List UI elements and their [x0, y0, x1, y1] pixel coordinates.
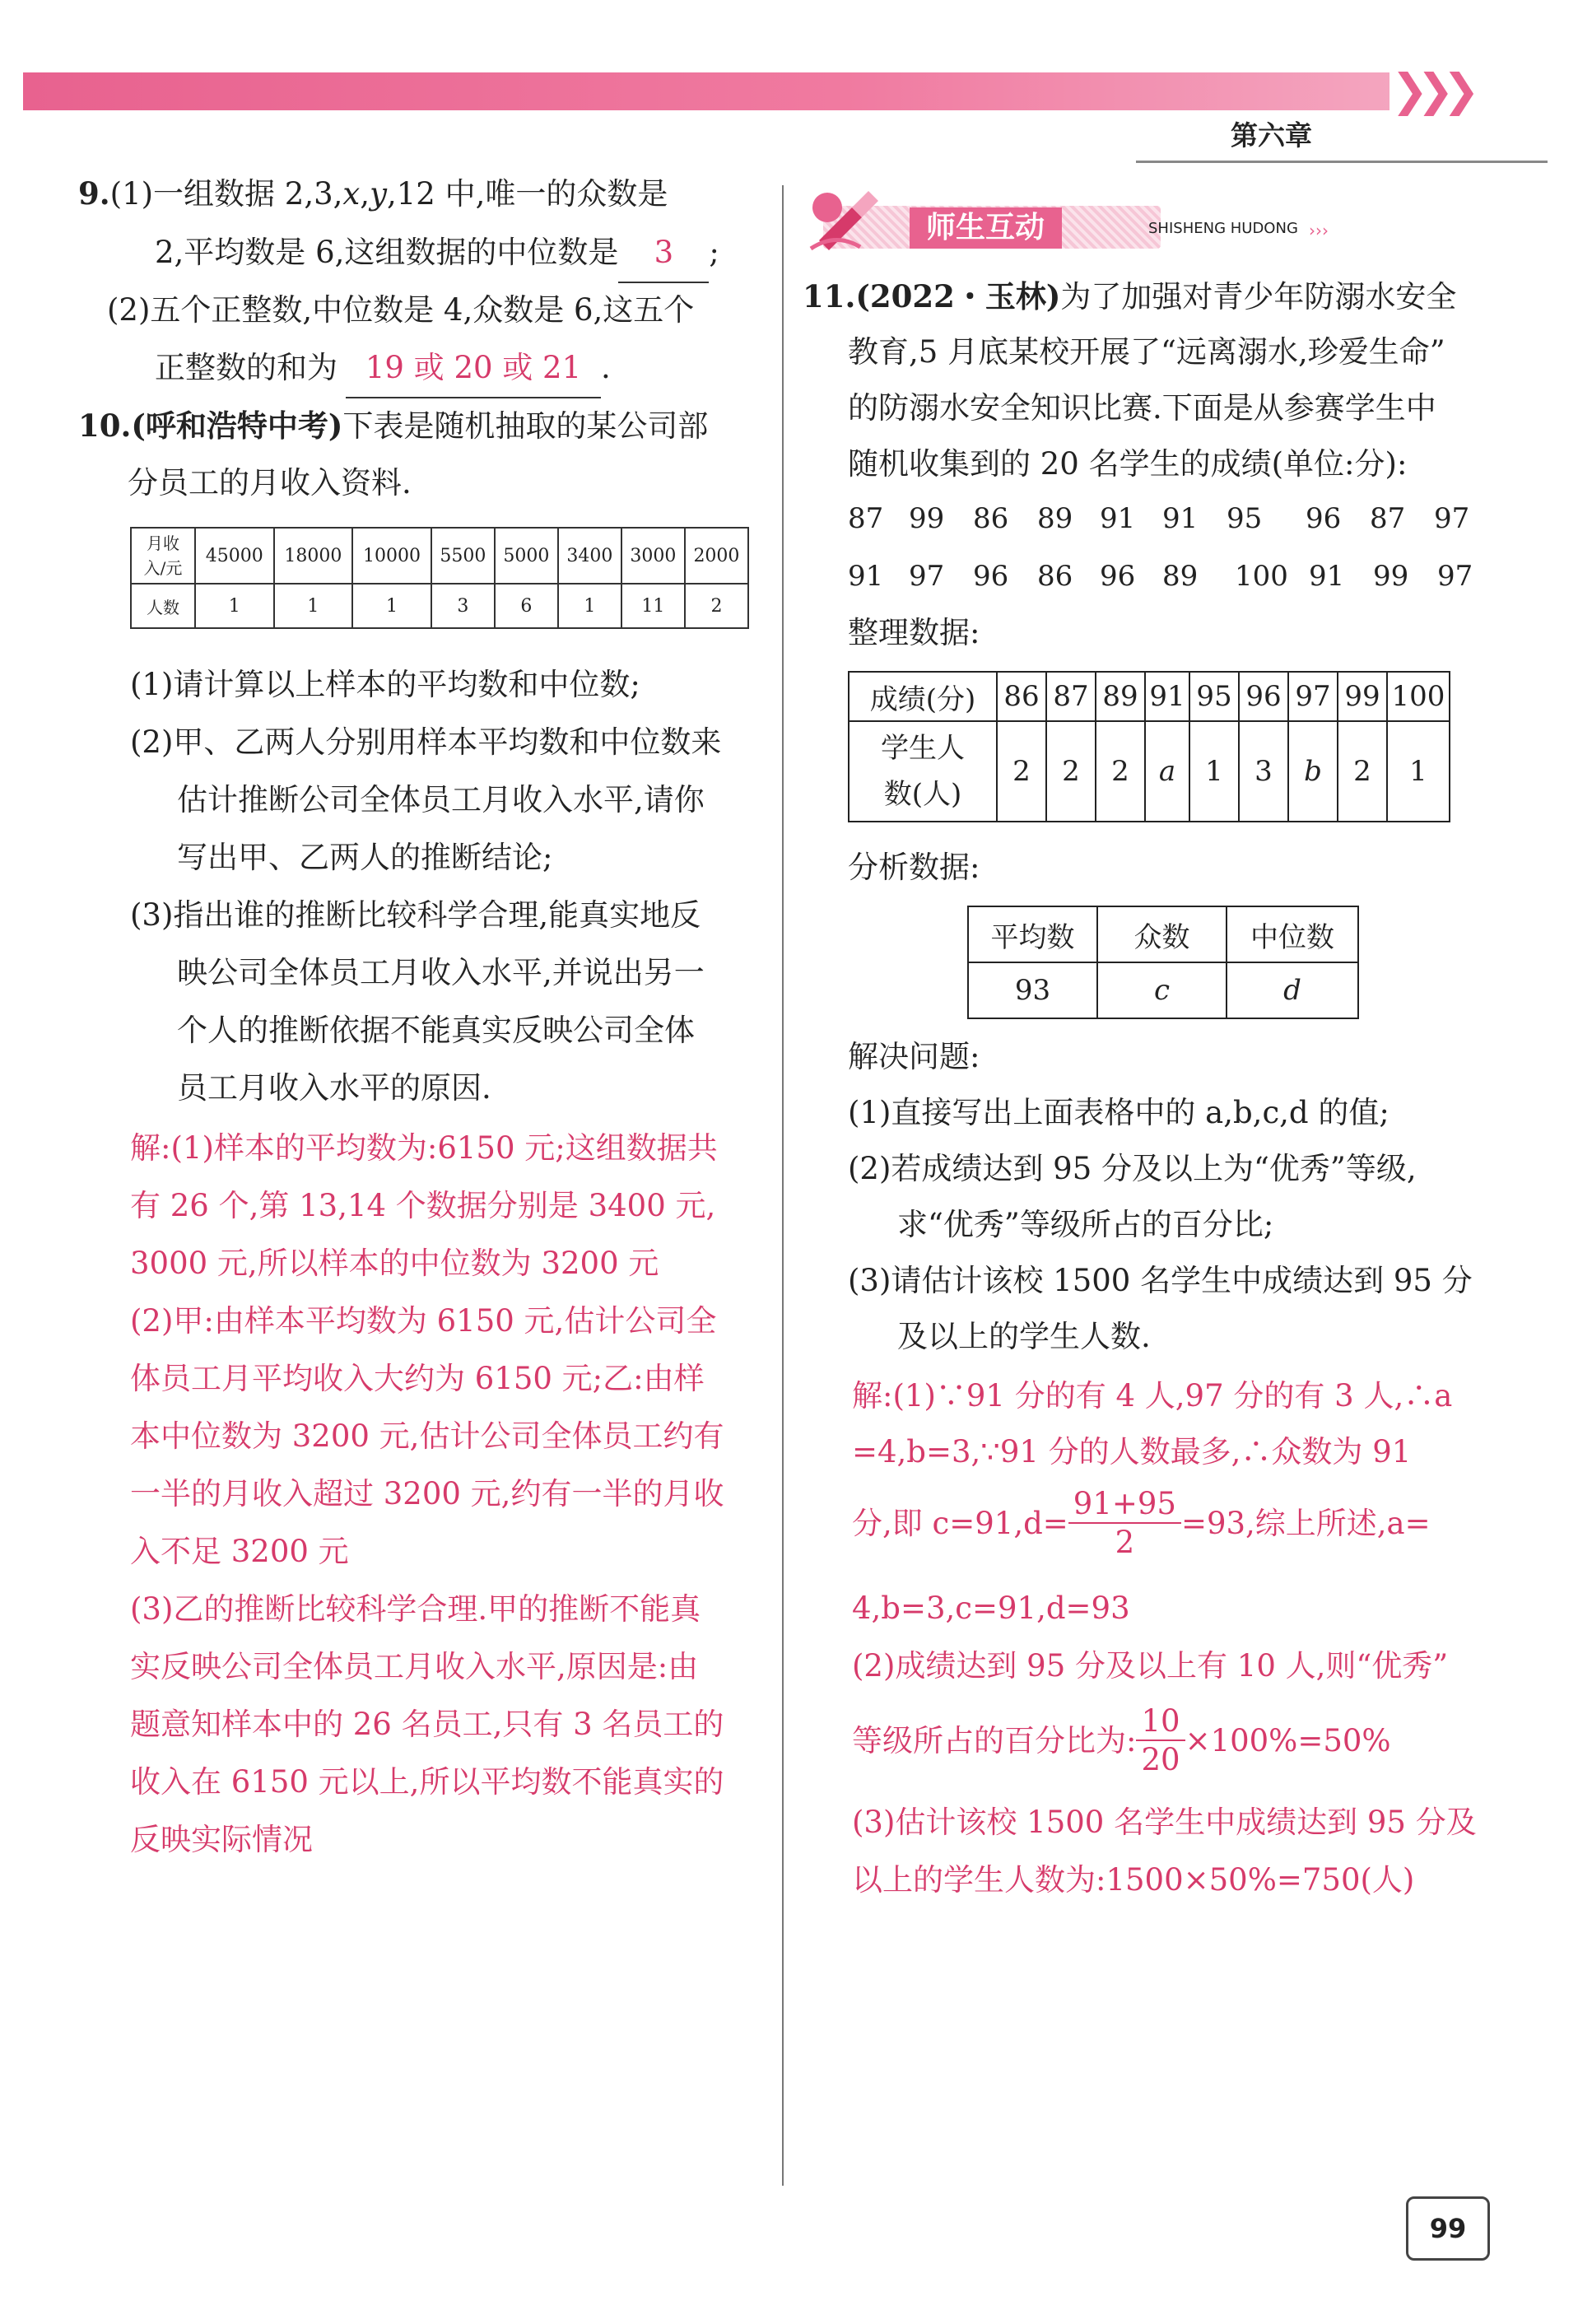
q10-income-table [130, 527, 749, 629]
q11-solution-line: 分,即 c=91,d= $\frac{91+95}{2}$ =93,综上所述,a= [852, 1486, 1431, 1560]
q9-line3: (2)五个正整数,中位数是 4,众数是 6,这五个 [107, 292, 695, 328]
table-row: 93 c d [968, 962, 1358, 1018]
q10-solution-line: 3000 元,所以样本的中位数为 3200 元 [130, 1246, 659, 1281]
q10-sub3-4: 员工月收入水平的原因. [177, 1070, 491, 1106]
q11-solution-line: (3)估计该校 1500 名学生中成绩达到 95 分及 [852, 1805, 1477, 1840]
q10-line2: 分员工的月收入资料. [128, 465, 412, 501]
q11-line1: 11.(2022・玉林)为了加强对青少年防溺水安全 [803, 278, 1457, 314]
q10-solution-line: 反映实际情况 [130, 1822, 313, 1857]
fraction: $\frac{91+95}{2}$ [1068, 1488, 1181, 1558]
pen-icon [803, 183, 885, 257]
q11-solve-label: 解决问题: [848, 1039, 980, 1074]
table-row: 月收 入/元 45000 18000 10000 5500 5000 3400 3000 2000 [131, 528, 748, 584]
q10-sub3-3: 个人的推断依据不能真实反映公司全体 [177, 1013, 695, 1048]
table-row: 学生人 数(人) 2 2 2 a 1 3 b 2 1 [849, 721, 1450, 822]
q10-sub3-2: 映公司全体员工月收入水平,并说出另一 [177, 955, 705, 990]
q10-solution-line: 本中位数为 3200 元,估计公司全体员工约有 [130, 1418, 724, 1454]
section-arrows-icon: ››› [1309, 221, 1329, 240]
q10-solution-line: 入不足 3200 元 [130, 1534, 349, 1569]
q9-line2: 2,平均数是 6,这组数据的中位数是 3 ; [155, 224, 719, 283]
column-divider [782, 185, 784, 2186]
q9-answer2: 19 或 20 或 21 [346, 339, 601, 398]
table-row: 成绩(分) 86 87 89 91 95 96 97 99 100 [849, 672, 1450, 721]
q10-sub2-3: 写出甲、乙两人的推断结论; [177, 840, 553, 875]
q10-solution-line: 有 26 个,第 13,14 个数据分别是 3400 元, [130, 1188, 716, 1223]
q11-solution-line: 等级所占的百分比为: $\frac{10}{20}$ ×100%=50% [852, 1703, 1391, 1777]
q11-solution-line: 4,b=3,c=91,d=93 [852, 1590, 1130, 1626]
q11-analyze-label: 分析数据: [848, 850, 980, 885]
fraction: $\frac{10}{20}$ [1136, 1706, 1185, 1775]
q10-solution-line: (3)乙的推断比较科学合理.甲的推断不能真 [130, 1591, 701, 1627]
q10-sub1: (1)请计算以上样本的平均数和中位数; [130, 667, 640, 702]
table-row: 平均数 众数 中位数 [968, 906, 1358, 962]
q11-sub3-2: 及以上的学生人数. [897, 1319, 1151, 1354]
q11-data-row2: 91 97 96 86 96 89 100 91 99 97 [848, 560, 1473, 593]
q11-solution-line: 以上的学生人数为:1500×50%=750(人) [852, 1862, 1415, 1898]
q9-line1: 9.(1)一组数据 2,3,x,y,12 中,唯一的众数是 [78, 175, 668, 212]
q9-number: 9. [78, 175, 110, 212]
q11-sub2-1: (2)若成绩达到 95 分及以上为“优秀”等级, [848, 1151, 1417, 1186]
q10-solution-line: 题意知样本中的 26 名员工,只有 3 名员工的 [130, 1707, 724, 1742]
q11-frequency-table [848, 671, 1450, 822]
q10-sub3-1: (3)指出谁的推断比较科学合理,能真实地反 [130, 897, 701, 933]
q10-sub2-1: (2)甲、乙两人分别用样本平均数和中位数来 [130, 724, 722, 760]
q11-solution-line: (2)成绩达到 95 分及以上有 10 人,则“优秀” [852, 1648, 1449, 1684]
q10-line1: 10.(呼和浩特中考)下表是随机抽取的某公司部 [78, 408, 709, 444]
q11-line3: 的防溺水安全知识比赛.下面是从参赛学生中 [848, 390, 1436, 426]
header-band [23, 72, 1389, 110]
q11-line2: 教育,5 月底某校开展了“远离溺水,珍爱生命” [848, 334, 1445, 370]
q11-number: 11. [803, 278, 856, 314]
page-number: 99 [1429, 2213, 1467, 2244]
q10-solution-line: 解:(1)样本的平均数为:6150 元;这组数据共 [130, 1130, 718, 1166]
q11-solution-line: =4,b=3,∵91 分的人数最多,∴众数为 91 [852, 1434, 1412, 1469]
q9-line4: 正整数的和为 19 或 20 或 21 . [155, 339, 611, 398]
q11-organize-label: 整理数据: [848, 615, 980, 650]
q11-sub2-2: 求“优秀”等级所占的百分比; [897, 1207, 1274, 1242]
q10-number: 10. [78, 408, 132, 444]
chapter-title: 第六章 [1231, 119, 1312, 151]
header-underline [1136, 161, 1548, 163]
q9-answer1: 3 [618, 224, 709, 283]
q11-sub1: (1)直接写出上面表格中的 a,b,c,d 的值; [848, 1095, 1389, 1130]
q10-sub2-2: 估计推断公司全体员工月收入水平,请你 [177, 782, 705, 817]
q10-solution-line: 收入在 6150 元以上,所以平均数不能真实的 [130, 1764, 724, 1800]
section-title: 师生互动 [926, 211, 1045, 245]
section-pinyin: SHISHENG HUDONG [1148, 220, 1298, 237]
q10-solution-line: 体员工月平均收入大约为 6150 元;乙:由样 [130, 1361, 705, 1396]
q11-line4: 随机收集到的 20 名学生的成绩(单位:分): [848, 446, 1408, 482]
q10-solution-line: 一半的月收入超过 3200 元,约有一半的月收 [130, 1476, 724, 1511]
q11-solution-line: 解:(1)∵91 分的有 4 人,97 分的有 3 人,∴a [852, 1378, 1453, 1413]
q10-solution-line: (2)甲:由样本平均数为 6150 元,估计公司全 [130, 1303, 717, 1339]
q11-statistics-table [967, 906, 1359, 1019]
q11-sub3-1: (3)请估计该校 1500 名学生中成绩达到 95 分 [848, 1263, 1473, 1298]
header-chevrons: ❯❯❯ [1391, 64, 1469, 116]
q10-solution-line: 实反映公司全体员工月收入水平,原因是:由 [130, 1649, 699, 1684]
q11-data-row1: 87 99 86 89 91 91 95 96 87 97 [848, 502, 1470, 535]
table-row: 人数 1 1 1 3 6 1 11 2 [131, 584, 748, 628]
